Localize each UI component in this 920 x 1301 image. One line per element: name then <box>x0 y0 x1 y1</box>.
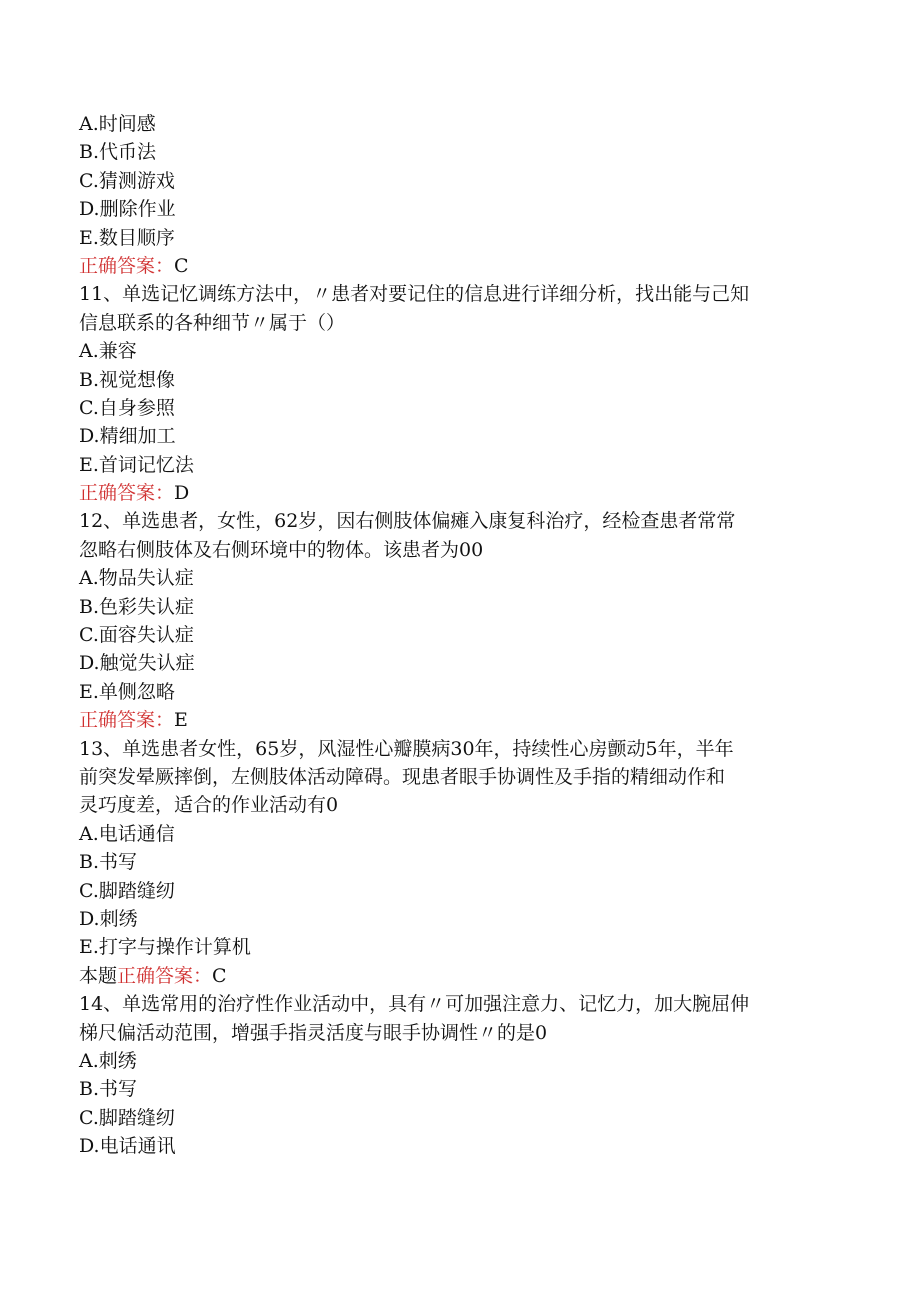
answer-line <box>79 962 849 990</box>
document-page <box>79 110 849 1160</box>
option-e: E.首词记忆法 <box>79 453 194 476</box>
question-text: 忽略右侧肢体及右侧环境中的物体。该患者为00 <box>79 538 484 561</box>
question-text: 灵巧度差，适合的作业活动有0 <box>79 794 339 817</box>
question-13 <box>79 735 849 991</box>
option-a: A.时间感 <box>79 113 156 135</box>
question-text: 梯尺偏活动范围，增强手指灵活度与眼手协调性〃的是0 <box>79 1021 548 1044</box>
option-d: D.刺绣 <box>79 907 138 930</box>
option-a: A.电话通信 <box>79 822 175 845</box>
option-e: E.打字与操作计算机 <box>79 936 251 959</box>
option-a: A.兼容 <box>79 340 137 363</box>
option-e: E.数目顺序 <box>79 226 175 249</box>
option-c: C.猜测游戏 <box>79 169 175 192</box>
option-a: A.刺绣 <box>79 1049 137 1072</box>
option-c: C.自身参照 <box>79 396 175 419</box>
question-text: 前突发晕厥摔倒，左侧肢体活动障碍。现患者眼手协调性及手指的精细动作和 <box>79 765 726 788</box>
answer-value: E <box>174 709 188 732</box>
answer-prefix: 本题 <box>79 964 118 987</box>
option-b: B.色彩失认症 <box>79 595 195 618</box>
question-prev-options <box>79 110 849 252</box>
option-c: C.脚踏缝纫 <box>79 879 175 902</box>
question-14 <box>79 990 849 1160</box>
question-11 <box>79 280 849 507</box>
answer-label: 正确答案： <box>117 964 213 987</box>
answer-label: 正确答案： <box>79 709 175 732</box>
question-text: 12、单选患者，女性，62岁，因右侧肢体偏瘫入康复科治疗，经检查患者常常 <box>79 510 736 533</box>
answer-line <box>79 479 849 507</box>
answer-line <box>79 706 849 734</box>
option-e: E.单侧忽略 <box>79 680 175 703</box>
option-b: B.视觉想像 <box>79 368 176 391</box>
option-a: A.物品失认症 <box>79 567 194 590</box>
option-d: D.精细加工 <box>79 425 176 448</box>
answer-label: 正确答案： <box>79 254 175 277</box>
question-text: 14、单选常用的治疗性作业活动中，具有〃可加强注意力、记忆力，加大腕屈伸 <box>79 993 750 1016</box>
option-b: B.代币法 <box>79 141 157 164</box>
option-d: D.电话通讯 <box>79 1135 176 1158</box>
question-text: 13、单选患者女性，65岁，风湿性心瓣膜病30年，持续性心房颤动5年，半年 <box>79 737 734 760</box>
answer-value: D <box>174 482 190 505</box>
option-b: B.书写 <box>79 851 138 874</box>
option-d: D.触觉失认症 <box>79 652 195 675</box>
question-text: 信息联系的各种细节〃属于（） <box>79 311 346 334</box>
answer-value: C <box>174 254 189 277</box>
answer-value: C <box>212 964 227 987</box>
option-b: B.书写 <box>79 1078 138 1101</box>
answer-label: 正确答案： <box>79 482 175 505</box>
option-c: C.脚踏缝纫 <box>79 1106 175 1129</box>
question-text: 11、单选记忆调练方法中，〃患者对要记住的信息进行详细分析，找出能与己知 <box>79 283 750 306</box>
question-12 <box>79 507 849 734</box>
option-d: D.删除作业 <box>79 198 176 221</box>
option-c: C.面容失认症 <box>79 624 194 647</box>
answer-line <box>79 252 849 280</box>
